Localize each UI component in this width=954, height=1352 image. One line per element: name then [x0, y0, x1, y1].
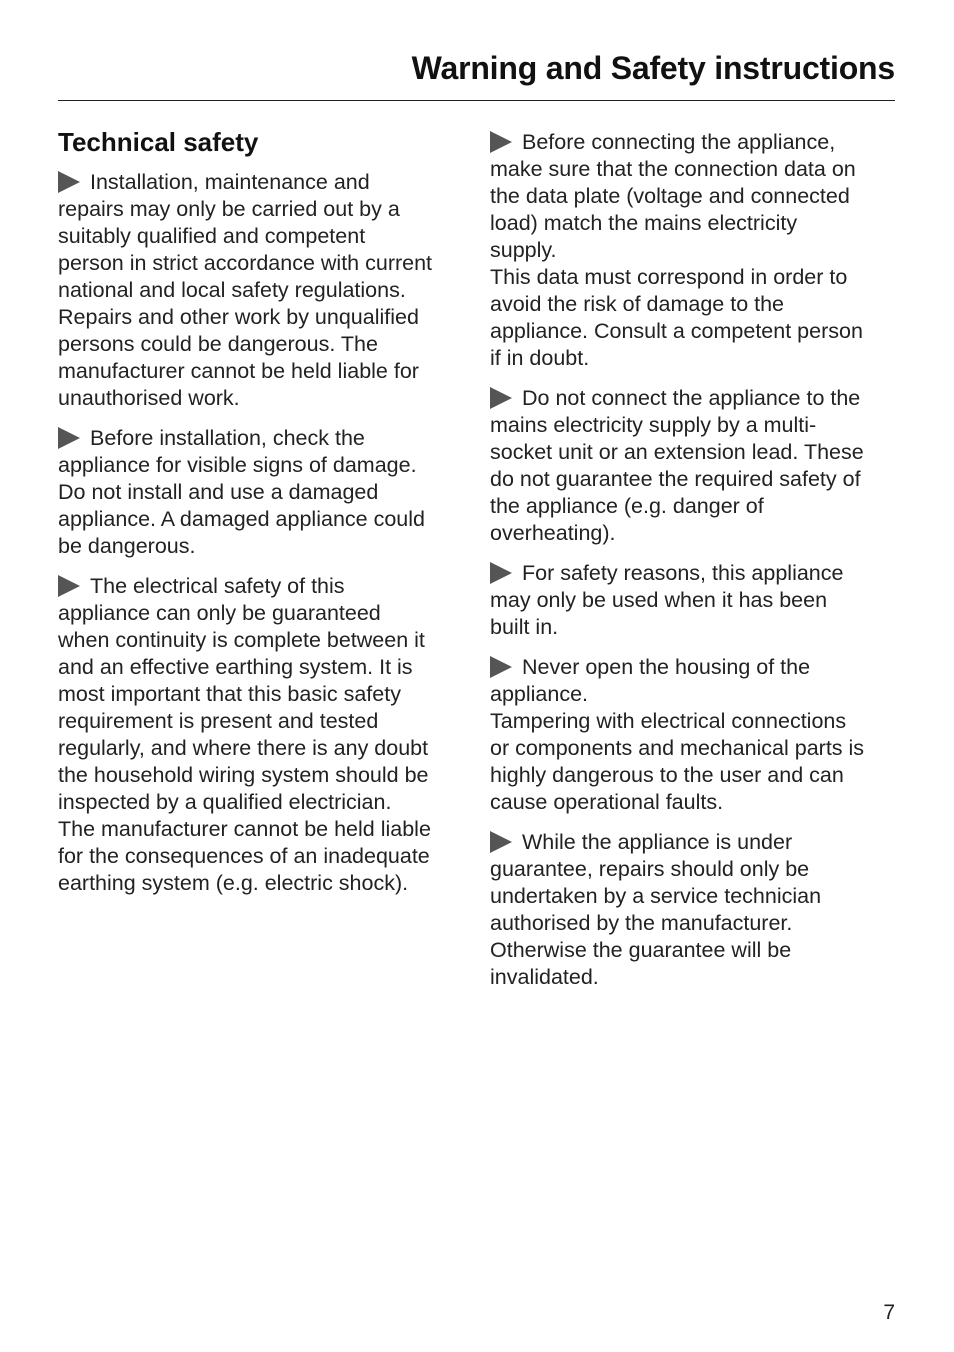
paragraph-line: appliance. A damaged appliance could — [58, 507, 425, 531]
paragraph-line: cause operational faults. — [490, 790, 724, 814]
paragraph-line: appliance can only be guaranteed — [58, 601, 381, 625]
paragraph-line: The manufacturer cannot be held liable — [58, 817, 431, 841]
paragraph-line: supply. — [490, 238, 557, 262]
page-number: 7 — [883, 1301, 895, 1324]
safety-paragraph — [490, 560, 898, 641]
paragraph-line: appliance for visible signs of damage. — [58, 453, 417, 477]
paragraph-line: Before connecting the appliance, — [490, 129, 898, 156]
paragraph-line: be dangerous. — [58, 534, 196, 558]
paragraph-line: suitably qualified and competent — [58, 224, 366, 248]
safety-paragraph — [490, 654, 898, 816]
paragraph-line: invalidated. — [490, 965, 599, 989]
safety-paragraph — [58, 573, 468, 897]
paragraph-line: Never open the housing of the — [490, 654, 898, 681]
arrow-bullet-icon — [58, 171, 80, 193]
paragraph-line: socket unit or an extension lead. These — [490, 440, 864, 464]
paragraph-line: appliance. — [490, 682, 589, 706]
paragraph-line: Tampering with electrical connections — [490, 709, 847, 733]
safety-paragraph — [490, 829, 898, 991]
arrow-bullet-icon — [490, 562, 512, 584]
paragraph-line: if in doubt. — [490, 346, 590, 370]
paragraph-line: While the appliance is under — [490, 829, 898, 856]
paragraph-line: and an effective earthing system. It is — [58, 655, 413, 679]
paragraph-line: national and local safety regulations. — [58, 278, 406, 302]
paragraph-line: Do not connect the appliance to the — [490, 385, 898, 412]
arrow-bullet-icon — [490, 387, 512, 409]
paragraph-line: repairs may only be carried out by a — [58, 197, 400, 221]
paragraph-line: load) match the mains electricity — [490, 211, 798, 235]
paragraph-line: guarantee, repairs should only be — [490, 857, 810, 881]
paragraph-line: may only be used when it has been — [490, 588, 828, 612]
paragraph-line: undertaken by a service technician — [490, 884, 822, 908]
paragraph-line: make sure that the connection data on — [490, 157, 856, 181]
paragraph-line: manufacturer cannot be held liable for — [58, 359, 419, 383]
paragraph-line: requirement is present and tested — [58, 709, 379, 733]
arrow-bullet-icon — [58, 575, 80, 597]
paragraph-line: mains electricity supply by a multi- — [490, 413, 817, 437]
paragraph-line: authorised by the manufacturer. — [490, 911, 793, 935]
paragraph-line: This data must correspond in order to — [490, 265, 848, 289]
paragraph-line: or components and mechanical parts is — [490, 736, 865, 760]
paragraph-line: Do not install and use a damaged — [58, 480, 379, 504]
safety-paragraph — [58, 425, 468, 560]
right-paragraphs — [490, 129, 898, 991]
left-paragraphs — [58, 169, 468, 897]
paragraph-line: when continuity is complete between it — [58, 628, 425, 652]
paragraph-line: the household wiring system should be — [58, 763, 429, 787]
paragraph-line: appliance. Consult a competent person — [490, 319, 863, 343]
paragraph-line: built in. — [490, 615, 559, 639]
right-column — [490, 129, 898, 1004]
paragraph-line: for the consequences of an inadequate — [58, 844, 430, 868]
paragraph-line: Otherwise the guarantee will be — [490, 938, 792, 962]
page-title: Warning and Safety instructions — [411, 50, 895, 86]
paragraph-line: person in strict accordance with current — [58, 251, 433, 275]
arrow-bullet-icon — [490, 831, 512, 853]
paragraph-line: inspected by a qualified electrician. — [58, 790, 392, 814]
paragraph-line: overheating). — [490, 521, 616, 545]
arrow-bullet-icon — [490, 131, 512, 153]
paragraph-line: Repairs and other work by unqualified — [58, 305, 419, 329]
paragraph-line: regularly, and where there is any doubt — [58, 736, 429, 760]
section-heading: Technical safety — [58, 127, 259, 157]
paragraph-line: most important that this basic safety — [58, 682, 401, 706]
paragraph-line: Installation, maintenance and — [58, 169, 468, 196]
paragraph-line: persons could be dangerous. The — [58, 332, 378, 356]
arrow-bullet-icon — [58, 427, 80, 449]
paragraph-line: the data plate (voltage and connected — [490, 184, 850, 208]
header-divider — [58, 100, 895, 101]
safety-paragraph — [490, 129, 898, 372]
paragraph-line: avoid the risk of damage to the — [490, 292, 785, 316]
safety-paragraph — [58, 169, 468, 412]
paragraph-line: The electrical safety of this — [58, 573, 468, 600]
paragraph-line: unauthorised work. — [58, 386, 240, 410]
paragraph-line: do not guarantee the required safety of — [490, 467, 861, 491]
paragraph-line: the appliance (e.g. danger of — [490, 494, 764, 518]
paragraph-line: highly dangerous to the user and can — [490, 763, 844, 787]
paragraph-line: For safety reasons, this appliance — [490, 560, 898, 587]
safety-paragraph — [490, 385, 898, 547]
arrow-bullet-icon — [490, 656, 512, 678]
paragraph-line: earthing system (e.g. electric shock). — [58, 871, 409, 895]
paragraph-line: Before installation, check the — [58, 425, 468, 452]
left-column — [58, 125, 468, 910]
